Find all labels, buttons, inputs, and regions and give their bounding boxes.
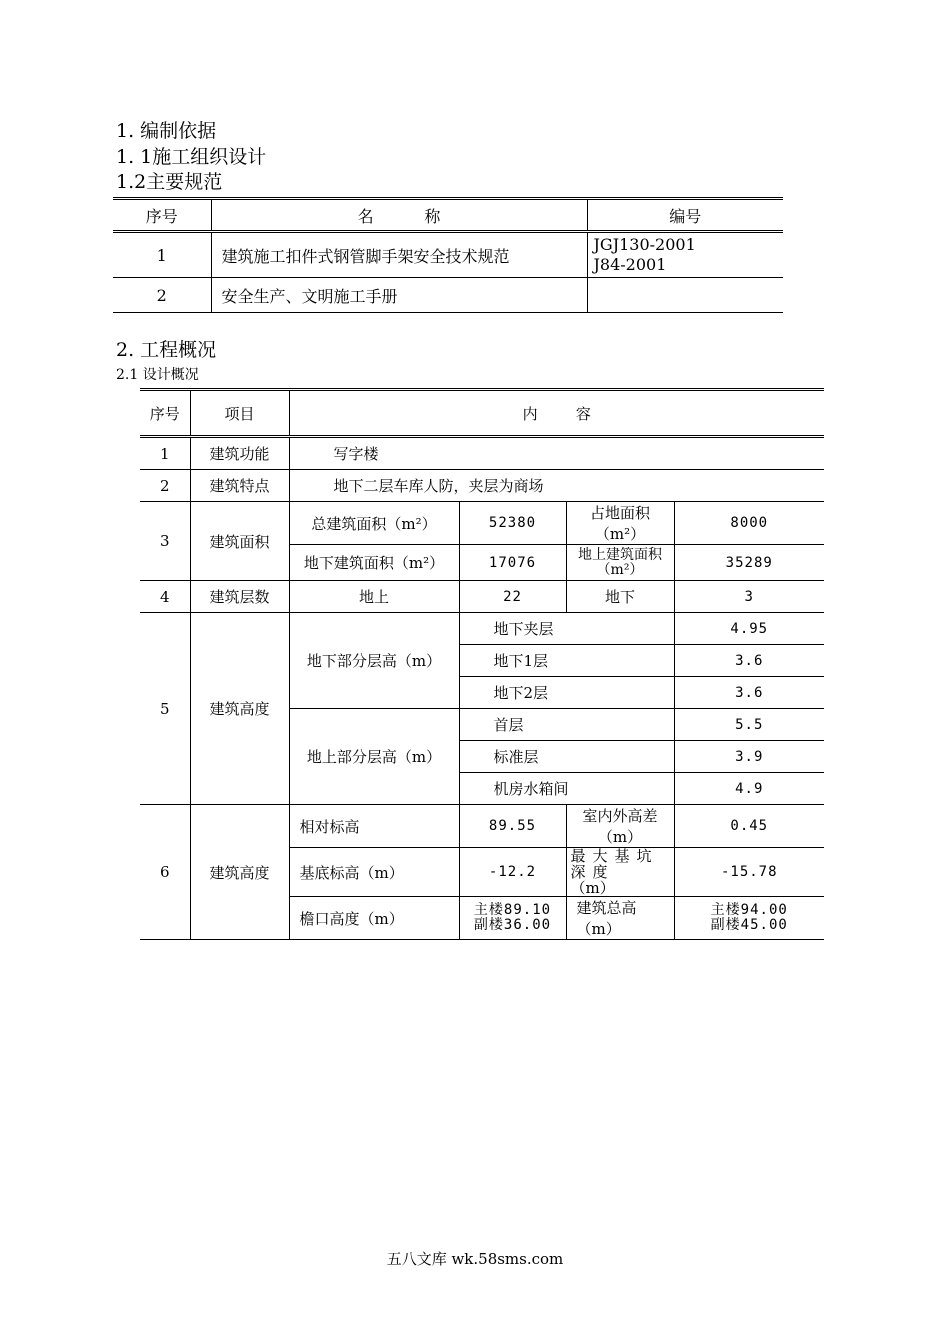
cell-no: 1 <box>113 232 211 278</box>
cell-no: 2 <box>113 278 211 313</box>
floor-name: 标准层 <box>459 741 674 773</box>
cell-label: 建筑总高（m） <box>566 897 674 940</box>
cell-no: 1 <box>140 437 190 470</box>
header-cell: 编号 <box>587 199 783 232</box>
norms-table <box>113 197 783 313</box>
cell-value <box>674 897 824 940</box>
cell-no: 6 <box>140 805 190 940</box>
cell-value: 0.45 <box>674 805 824 848</box>
label-line: （m） <box>570 879 615 897</box>
cell-label <box>566 545 674 581</box>
value-line: 副楼36.00 <box>473 917 552 933</box>
overview-table <box>140 388 824 940</box>
floor-height: 4.9 <box>674 773 824 805</box>
cell-label: 檐口高度（m） <box>289 897 459 940</box>
label-line: （m²） <box>596 561 644 578</box>
table-row <box>140 805 824 848</box>
header-cell: 名 称 <box>211 199 587 232</box>
floor-name: 地下1层 <box>459 645 674 677</box>
header-cell: 序号 <box>113 199 211 232</box>
value-line: 主楼89.10 <box>473 902 552 918</box>
floor-height: 3.6 <box>674 645 824 677</box>
floor-height: 5.5 <box>674 709 824 741</box>
cell-item: 建筑功能 <box>190 437 289 470</box>
cell-value: 17076 <box>459 545 566 581</box>
floor-height: 3.9 <box>674 741 824 773</box>
cell-no: 3 <box>140 502 190 581</box>
label-line: 最大基坑深度 <box>570 847 659 881</box>
cell-no: 2 <box>140 470 190 502</box>
cell-content: 写字楼 <box>289 437 824 470</box>
cell-item: 建筑面积 <box>190 502 289 581</box>
cell-label: 地下建筑面积（m²） <box>289 545 459 581</box>
cell-label: 基底标高（m） <box>289 848 459 897</box>
cell-label: 室内外高差（m） <box>566 805 674 848</box>
heading-overview: 2. 工程概况 <box>116 339 217 361</box>
table-row <box>140 581 824 613</box>
cell-value: 52380 <box>459 502 566 545</box>
cell-name: 建筑施工扣件式钢管脚手架安全技术规范 <box>211 232 587 278</box>
code-line: JGJ130-2001 <box>593 235 696 254</box>
value-line: 主楼94.00 <box>710 902 788 918</box>
cell-label: 相对标高 <box>289 805 459 848</box>
header-cell: 项目 <box>190 390 289 437</box>
heading-construction-design: 1. 1施工组织设计 <box>116 146 267 168</box>
cell-code <box>587 232 783 278</box>
cell-content: 地下二层车库人防，夹层为商场 <box>289 470 824 502</box>
footer-watermark: 五八文库 wk.58sms.com <box>386 1250 564 1268</box>
cell-item: 建筑高度 <box>190 613 289 805</box>
table-row <box>140 502 824 545</box>
cell-item: 建筑层数 <box>190 581 289 613</box>
cell-value: 89.55 <box>459 805 566 848</box>
table-row <box>140 437 824 470</box>
floor-name: 首层 <box>459 709 674 741</box>
table-header-row <box>140 390 824 437</box>
cell-item: 建筑高度 <box>190 805 289 940</box>
table-header-row <box>113 199 783 232</box>
cell-value: 35289 <box>674 545 824 581</box>
cell-item: 建筑特点 <box>190 470 289 502</box>
cell-value: 8000 <box>674 502 824 545</box>
cell-label <box>566 848 674 897</box>
cell-label: 占地面积（m²） <box>566 502 674 545</box>
cell-name: 安全生产、文明施工手册 <box>211 278 587 313</box>
cell-code <box>587 278 783 313</box>
floor-height: 3.6 <box>674 677 824 709</box>
table-row <box>140 470 824 502</box>
heading-main-norms: 1.2主要规范 <box>116 171 223 193</box>
value-line: 副楼45.00 <box>710 917 788 933</box>
floor-name: 机房水箱间 <box>459 773 674 805</box>
cell-label: 地上 <box>289 581 459 613</box>
table-row <box>140 613 824 645</box>
cell-value: -12.2 <box>459 848 566 897</box>
cell-label: 地下部分层高（m） <box>289 613 459 709</box>
cell-label: 地上部分层高（m） <box>289 709 459 805</box>
cell-value: 22 <box>459 581 566 613</box>
heading-basis: 1. 编制依据 <box>116 120 217 142</box>
heading-design-overview: 2.1 设计概况 <box>116 367 199 383</box>
cell-no: 4 <box>140 581 190 613</box>
cell-value: -15.78 <box>674 848 824 897</box>
header-cell: 内 容 <box>289 390 824 437</box>
cell-value: 3 <box>674 581 824 613</box>
floor-name: 地下夹层 <box>459 613 674 645</box>
table-row <box>113 278 783 313</box>
floor-name: 地下2层 <box>459 677 674 709</box>
code-line: J84-2001 <box>593 255 667 274</box>
cell-value <box>459 897 566 940</box>
cell-label: 总建筑面积（m²） <box>289 502 459 545</box>
label-line: 地上建筑面积 <box>578 546 662 563</box>
cell-label: 地下 <box>566 581 674 613</box>
header-cell: 序号 <box>140 390 190 437</box>
cell-no: 5 <box>140 613 190 805</box>
table-row <box>113 232 783 278</box>
floor-height: 4.95 <box>674 613 824 645</box>
